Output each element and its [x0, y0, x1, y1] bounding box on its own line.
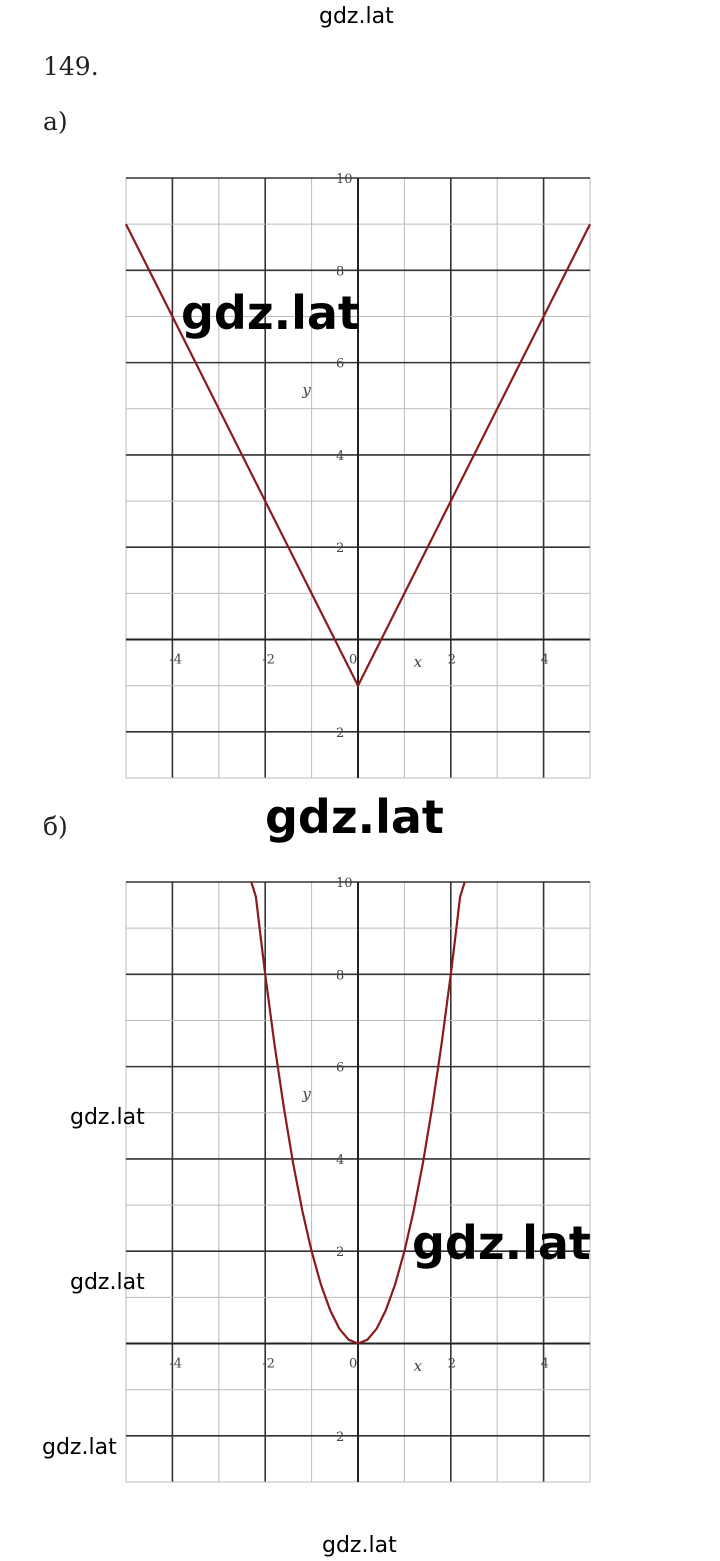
footer-watermark: gdz.lat — [322, 1533, 397, 1558]
between-watermark: gdz.lat — [265, 790, 444, 844]
chart-a-y-tick-label: 10 — [336, 172, 353, 187]
chart-b-x-tick-label: 4 — [540, 1356, 549, 1372]
side-watermark-3: gdz.lat — [42, 1435, 117, 1460]
chart-a-y-tick-label: 2 — [336, 725, 345, 741]
problem-number: 149. — [43, 52, 99, 81]
chart-a-x-tick-label: -4 — [169, 652, 183, 668]
chart-b-y-tick-label: 2 — [336, 1429, 345, 1445]
chart-b-y-tick-label: 2 — [336, 1245, 345, 1261]
chart-a-x-tick-label: 4 — [540, 652, 549, 668]
chart-a-x-tick-label: 2 — [447, 652, 457, 668]
side-watermark-1: gdz.lat — [70, 1105, 145, 1130]
chart-a-y-tick-label: 8 — [336, 264, 345, 280]
header-watermark: gdz.lat — [319, 4, 394, 29]
chart-b-x-axis-label: x — [413, 1357, 423, 1376]
chart-b-x-tick-label: -4 — [169, 1356, 183, 1372]
chart-b-x-tick-label: -2 — [262, 1356, 275, 1372]
chart-b-y-tick-label: 10 — [336, 876, 353, 891]
chart-a-y-tick-label: 6 — [336, 356, 345, 372]
chart-a-y-axis-label: y — [302, 380, 311, 399]
side-watermark-2: gdz.lat — [70, 1270, 145, 1295]
chart-b-x-tick-label: 0 — [349, 1356, 358, 1372]
chart-b-y-axis-label: y — [302, 1084, 311, 1103]
chart-a-y-tick-label: 4 — [336, 448, 345, 464]
chart-a-y-tick-label: 2 — [336, 541, 345, 557]
chart-b-y-tick-label: 8 — [336, 968, 345, 984]
part-a-label: а) — [43, 107, 68, 136]
part-b-label: б) — [43, 812, 68, 841]
chart-a-x-tick-label: -2 — [262, 652, 275, 668]
chart-a-x-axis-label: x — [413, 653, 423, 672]
chart-b-y-tick-label: 4 — [336, 1152, 345, 1168]
chart-b-watermark: gdz.lat — [412, 1216, 591, 1270]
chart-b-y-tick-label: 6 — [336, 1060, 345, 1076]
chart-b-x-tick-label: 2 — [447, 1356, 457, 1372]
chart-a-watermark: gdz.lat — [181, 286, 360, 340]
chart-a-x-tick-label: 0 — [349, 652, 358, 668]
